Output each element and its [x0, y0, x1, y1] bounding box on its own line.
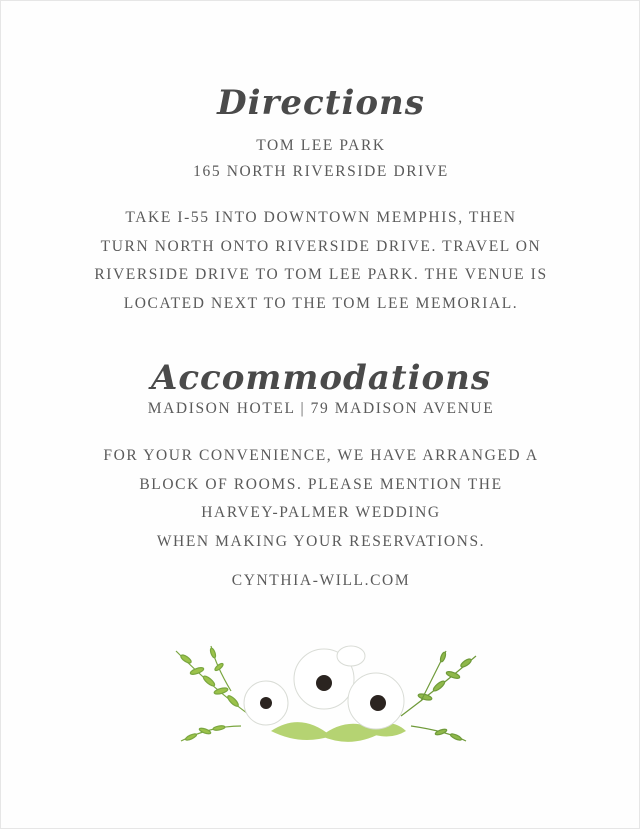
hotel-name: MADISON HOTEL | 79 MADISON AVENUE — [147, 400, 495, 417]
flower-right — [348, 673, 404, 729]
flower-left — [244, 681, 288, 725]
directions-line: TAKE I-55 INTO DOWNTOWN MEMPHIS, THEN — [125, 209, 517, 226]
accommodations-line: BLOCK OF ROOMS. PLEASE MENTION THE — [139, 475, 503, 493]
website-section — [1, 572, 640, 590]
directions-text — [1, 204, 640, 318]
accommodations-section — [1, 358, 640, 398]
venue-name: TOM LEE PARK — [256, 137, 386, 154]
accommodations-hotel — [1, 400, 640, 418]
accommodations-text — [1, 442, 640, 556]
website-link[interactable]: CYNTHIA-WILL.COM — [231, 572, 411, 589]
directions-section — [1, 83, 640, 123]
accommodations-heading: Accommodations — [150, 358, 492, 398]
accommodations-line: WHEN MAKING YOUR RESERVATIONS. — [156, 532, 486, 550]
directions-venue — [1, 133, 640, 185]
bud — [337, 646, 365, 666]
directions-heading: Directions — [217, 83, 425, 123]
directions-line: LOCATED NEXT TO THE TOM LEE MEMORIAL. — [123, 294, 519, 312]
accommodations-line: HARVEY-PALMER WEDDING — [201, 504, 441, 521]
directions-line: TURN NORTH ONTO RIVERSIDE DRIVE. TRAVEL ON — [100, 237, 542, 255]
anemone-floral-icon — [161, 631, 491, 751]
accommodations-line: FOR YOUR CONVENIENCE, WE HAVE ARRANGED A — [103, 447, 539, 464]
venue-address: 165 NORTH RIVERSIDE DRIVE — [193, 163, 449, 180]
directions-line: RIVERSIDE DRIVE TO TOM LEE PARK. THE VENUE IS — [94, 266, 548, 283]
